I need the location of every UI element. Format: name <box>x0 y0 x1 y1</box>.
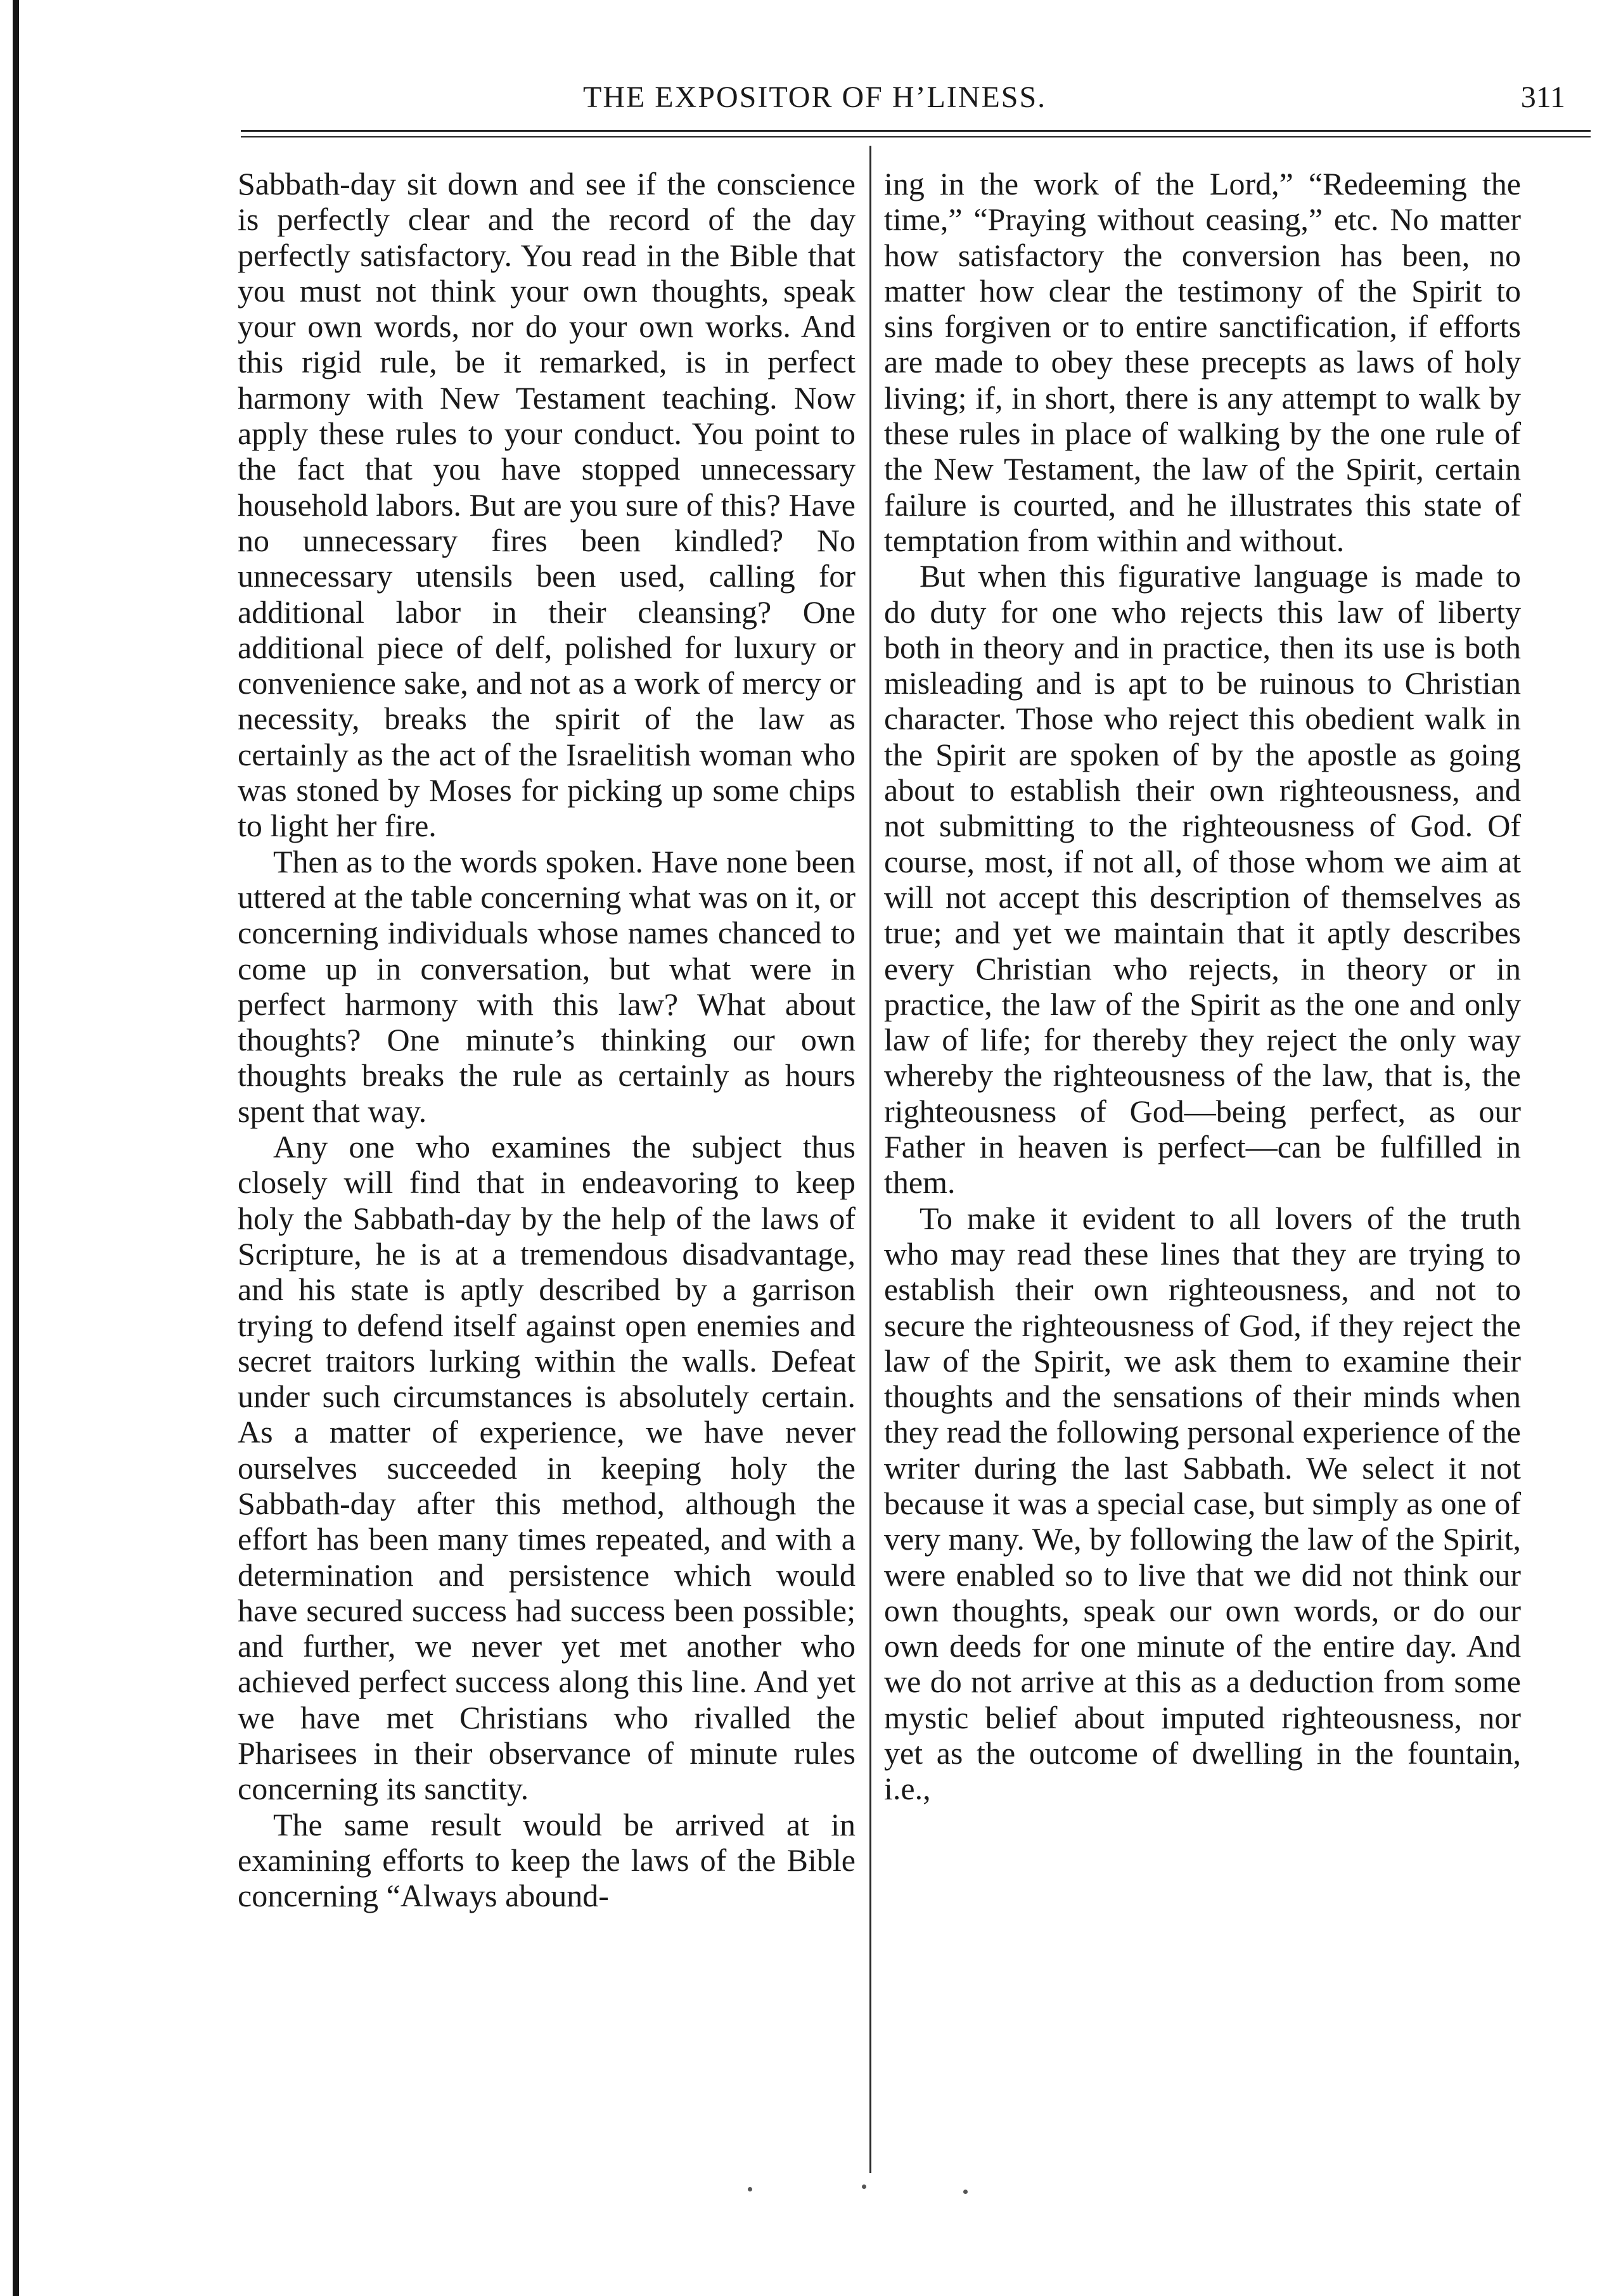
paragraph: Sabbath-day sit down and see if the conscience is perfectly clear and the record of the day perfectly satisfactory. You read in the Bible that you must not think your own thoughts, speak your own words, nor do your own works. And this rigid rule, be it remarked, is in perfect harmony with New Testament teaching. Now apply these rules to your conduct. You point to the fact that you have stopped unnecessary household labors. But are you sure of this? Have no unnecessary fires been kindled? No unnecessary utensils been used, calling for additional labor in their cleansing? One additional piece of delf, polished for luxury or convenience sake, and not as a work of mercy or necessity, breaks the spirit of the law as certainly as the act of the Israelitish woman who was stoned by Moses for picking up some chips to light her fire. <box>238 166 856 844</box>
printer-mark <box>862 2184 866 2189</box>
header-rule <box>241 136 1591 137</box>
left-column <box>238 166 856 1914</box>
printer-mark <box>963 2190 968 2194</box>
paragraph: Then as to the words spoken. Have none been uttered at the table concerning what was on it, or concerning individuals whose names chanced to come up in conversation, but what were in perfect harmony with this law? What about thoughts? One minute’s thinking our own thoughts breaks the rule as certainly as hours spent that way. <box>238 843 856 1129</box>
paragraph: To make it evident to all lovers of the truth who may read these lines that they are trying to establish their own righteousness, and not to secure the righteousness of God, if they reject the law of the Spirit, we ask them to examine their thoughts and the sensations of their minds when they read the following personal experience of the writer during the last Sabbath. We select it not because it was a special case, but simply as one of very many. We, by following the law of the Spirit, were enabled so to live that we did not think our own thoughts, speak our own words, or do our own deeds for one minute of the entire day. And we do not arrive at this as a deduction from some mystic belief about imputed righteousness, nor yet as the outcome of dwelling in the fountain, i.e., <box>884 1200 1521 1807</box>
paragraph: The same result would be arrived at in examining efforts to keep the laws of the Bible concerning “Always abound- <box>238 1806 856 1914</box>
page-number: 311 <box>1520 80 1565 114</box>
footer-printer-marks <box>241 2179 1591 2205</box>
printer-mark <box>748 2187 752 2191</box>
page-header <box>241 75 1591 125</box>
paragraph: ing in the work of the Lord,” “Redeeming the time,” “Praying without ceasing,” etc. No matter how satisfactory the conversion has been, no matter how clear the testimony of the Spirit to sins forgiven or to entire sanctification, if efforts are made to obey these precepts as laws of holy living; if, in short, there is any attempt to walk by these rules in place of walking by the one rule of the New Testament, the law of the Spirit, certain failure is courted, and he illustrates this state of temptation from within and without. <box>884 166 1521 558</box>
column-divider <box>869 146 871 2173</box>
header-rule <box>241 130 1591 132</box>
binding-edge-rule <box>13 0 19 2296</box>
right-column <box>884 166 1521 1807</box>
paragraph: Any one who examines the subject thus closely will find that in endeavoring to keep holy the Sabbath-day by the help of the laws of Scripture, he is at a tremendous disadvantage, and his state is aptly described by a garrison trying to defend itself against open enemies and secret traitors lurking within the walls. Defeat under such circumstances is absolutely certain. As a matter of experience, we have never ourselves succeeded in keeping holy the Sabbath-day after this method, although the effort has been many times repeated, and with a determination and persistence which would have secured success had success been possible; and further, we never yet met another who achieved perfect success along this line. And yet we have met Christians who rivalled the Pharisees in their observance of minute rules concerning its sanctity. <box>238 1129 856 1807</box>
running-title: THE EXPOSITOR OF H’LINESS. <box>583 80 1047 114</box>
paragraph: But when this figurative language is made to do duty for one who rejects this law of liberty both in theory and in practice, then its use is both misleading and is apt to be ruinous to Christian character. Those who reject this obedient walk in the Spirit are spoken of by the apostle as going about to establish their own righteousness, and not submitting to the righteousness of God. Of course, most, if not all, of those whom we aim at will not accept this description of themselves as true; and yet we maintain that it aptly describes every Christian who rejects, in theory or in practice, the law of the Spirit as the one and only law of life; for thereby they reject the only way whereby the righteousness of the law, that is, the righteousness of God—being perfect, as our Father in heaven is perfect—can be fulfilled in them. <box>884 558 1521 1201</box>
